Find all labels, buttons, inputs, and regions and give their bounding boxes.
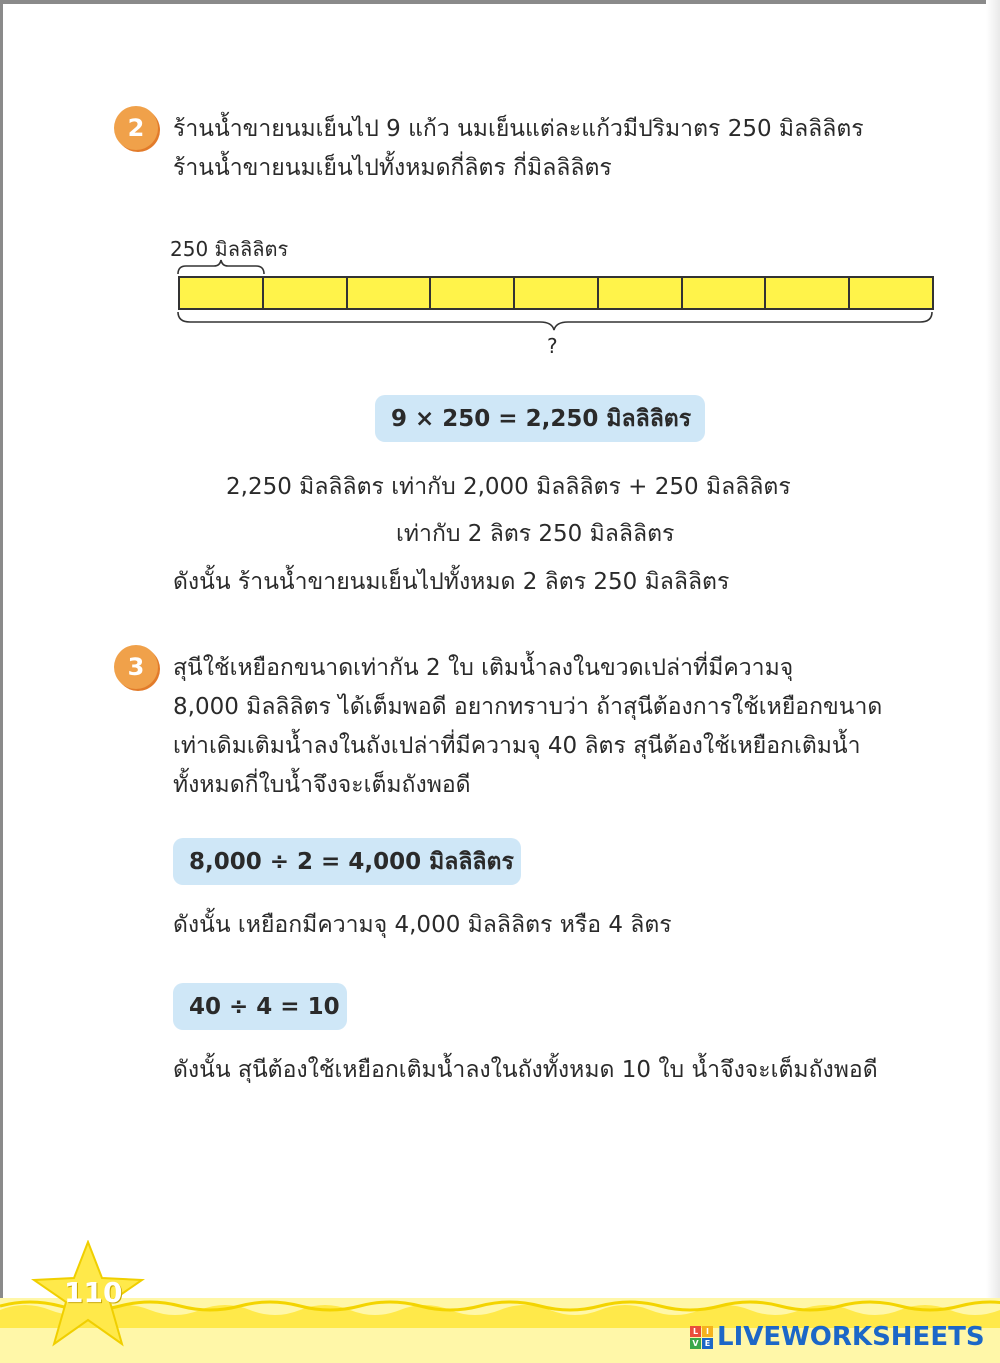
problem-3-line-4: ทั้งหมดกี่ใบน้ำจึงจะเต็มถังพอดี	[173, 772, 471, 798]
liveworksheets-text: LIVEWORKSHEETS	[717, 1322, 985, 1352]
problem-3-badge: 3	[114, 645, 158, 689]
problem-2-conclusion: ดังนั้น ร้านน้ำขายนมเย็นไปทั้งหมด 2 ลิตร 250 มิลลิลิตร	[173, 569, 730, 595]
explanation-line-1: 2,250 มิลลิลิตร เท่ากับ 2,000 มิลลิลิตร + 250 มิลลิลิตร	[226, 474, 791, 500]
problem-3-line-2: 8,000 มิลลิลิตร ได้เต็มพอดี อยากทราบว่า ถ้าสุนีต้องการใช้เหยือกขนาด	[173, 694, 883, 720]
tape-segment	[348, 278, 432, 308]
tape-segment	[431, 278, 515, 308]
tape-segment	[766, 278, 850, 308]
equation-division-2: 40 ÷ 4 = 10	[173, 983, 347, 1030]
problem-2-line-1: ร้านน้ำขายนมเย็นไป 9 แก้ว นมเย็นแต่ละแก้วมีปริมาตร 250 มิลลิลิตร	[173, 116, 864, 142]
problem-2-line-2: ร้านน้ำขายนมเย็นไปทั้งหมดกี่ลิตร กี่มิลลิลิตร	[173, 155, 612, 181]
page-number: 110	[64, 1276, 123, 1309]
problem-2-badge: 2	[114, 106, 158, 150]
bar-segment-label: 250 มิลลิลิตร	[170, 237, 289, 261]
tape-segment	[264, 278, 348, 308]
tape-diagram	[178, 276, 934, 310]
liveworksheets-watermark	[690, 1322, 985, 1352]
equation-division-1: 8,000 ÷ 2 = 4,000 มิลลิลิตร	[173, 838, 521, 885]
liveworksheets-logo-icon: L I V E	[690, 1326, 713, 1349]
tape-segment	[515, 278, 599, 308]
problem-3-line-1: สุนีใช้เหยือกขนาดเท่ากัน 2 ใบ เติมน้ำลงในขวดเปล่าที่มีความจุ	[173, 655, 794, 681]
total-question-mark: ?	[547, 334, 558, 358]
total-brace	[176, 310, 936, 332]
tape-segment	[683, 278, 767, 308]
explanation-line-2: เท่ากับ 2 ลิตร 250 มิลลิลิตร	[396, 521, 675, 547]
page-edge-shadow	[986, 0, 1000, 1363]
segment-brace	[176, 258, 268, 276]
equation-multiplication: 9 × 250 = 2,250 มิลลิลิตร	[375, 395, 705, 442]
problem-3-result-2: ดังนั้น สุนีต้องใช้เหยือกเติมน้ำลงในถังทั้งหมด 10 ใบ น้ำจึงจะเต็มถังพอดี	[173, 1057, 878, 1083]
tape-segment	[850, 278, 932, 308]
problem-3-line-3: เท่าเดิมเติมน้ำลงในถังเปล่าที่มีความจุ 40 ลิตร สุนีต้องใช้เหยือกเติมน้ำ	[173, 733, 861, 759]
tape-segment	[599, 278, 683, 308]
problem-3-result-1: ดังนั้น เหยือกมีความจุ 4,000 มิลลิลิตร หรือ 4 ลิตร	[173, 912, 672, 938]
tape-segment	[180, 278, 264, 308]
